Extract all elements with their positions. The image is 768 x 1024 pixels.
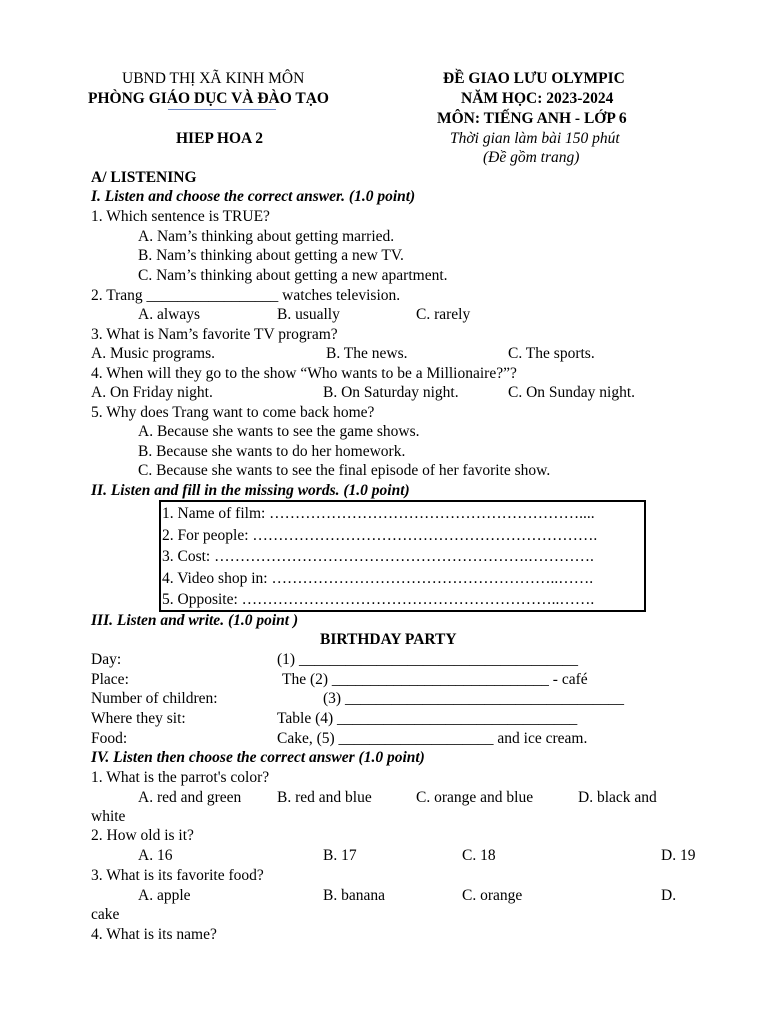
school-year: NĂM HỌC: 2023-2024 — [461, 90, 614, 107]
part4-q3-option-d-cont: cake — [91, 906, 120, 923]
part4-q1-option-c: C. orange and blue — [416, 789, 534, 806]
fill-in-row: 4. Video shop in: ………………………………………………..……. — [162, 570, 594, 587]
part1-q3: 3. What is Nam’s favorite TV program? — [91, 326, 338, 343]
part4-q3-option-c: C. orange — [462, 887, 523, 904]
time-limit: Thời gian làm bài 150 phút — [450, 130, 620, 147]
part4-q1: 1. What is the parrot's color? — [91, 769, 270, 786]
part4-q2-option-b: B. 17 — [323, 847, 357, 864]
fill-in-box — [159, 500, 646, 612]
part1-q4-option-b: B. On Saturday night. — [323, 384, 459, 401]
children-blank: (3) ____________________________________ — [323, 690, 624, 707]
department-name: PHÒNG GIÁO DỤC VÀ ĐÀO TẠO — [88, 90, 329, 107]
part1-q5-option-b: B. Because she wants to do her homework. — [138, 443, 406, 460]
food-label: Food: — [91, 730, 128, 747]
part1-q1: 1. Which sentence is TRUE? — [91, 208, 270, 225]
subject: MÔN: TIẾNG ANH - LỚP 6 — [437, 110, 627, 127]
food-blank: Cake, (5) ____________________ and ice cream. — [277, 730, 588, 747]
part1-q3-option-b: B. The news. — [326, 345, 408, 362]
part1-q5-option-c: C. Because she wants to see the final episode of her favorite show. — [138, 462, 551, 479]
part1-q2-option-b: B. usually — [277, 306, 340, 323]
part1-q5: 5. Why does Trang want to come back home? — [91, 404, 375, 421]
header-rule — [168, 109, 276, 110]
place-label: Place: — [91, 671, 129, 688]
fill-in-row: 5. Opposite: ……………………………………………………..……. — [162, 591, 595, 608]
part4-title: IV. Listen then choose the correct answer (1.0 point) — [91, 749, 425, 766]
part1-q4-option-c: C. On Sunday night. — [508, 384, 636, 401]
school-name: HIEP HOA 2 — [176, 130, 263, 147]
part3-heading: BIRTHDAY PARTY — [320, 631, 457, 648]
exam-title: ĐỀ GIAO LƯU OLYMPIC — [443, 70, 625, 87]
day-blank: (1) ____________________________________ — [277, 651, 578, 668]
part4-q3: 3. What is its favorite food? — [91, 867, 264, 884]
part1-q5-option-a: A. Because she wants to see the game shows. — [138, 423, 420, 440]
part4-q3-option-a: A. apple — [138, 887, 191, 904]
part4-q2-option-c: C. 18 — [462, 847, 496, 864]
place-blank: The (2) ____________________________ - café — [282, 671, 588, 688]
part4-q1-option-d-cont: white — [91, 808, 126, 825]
part4-q1-option-b: B. red and blue — [277, 789, 372, 806]
part4-q2-option-a: A. 16 — [138, 847, 173, 864]
fill-in-row: 2. For people: …………………………………………………………. — [162, 527, 598, 544]
part1-title: I. Listen and choose the correct answer. (1.0 point) — [91, 188, 416, 205]
page-count: (Đề gồm trang) — [483, 149, 580, 166]
part1-q1-option-c: C. Nam’s thinking about getting a new apartment. — [138, 267, 448, 284]
part4-q4: 4. What is its name? — [91, 926, 217, 943]
part4-q1-option-d: D. black and — [578, 789, 657, 806]
section-heading: A/ LISTENING — [91, 169, 197, 186]
part4-q3-option-b: B. banana — [323, 887, 385, 904]
part1-q2: 2. Trang _________________ watches television. — [91, 287, 401, 304]
part1-q3-option-c: C. The sports. — [508, 345, 595, 362]
part1-q1-option-b: B. Nam’s thinking about getting a new TV. — [138, 247, 404, 264]
part1-q4-option-a: A. On Friday night. — [91, 384, 213, 401]
children-label: Number of children: — [91, 690, 218, 707]
part1-q2-option-a: A. always — [138, 306, 200, 323]
part1-q4: 4. When will they go to the show “Who wants to be a Millionaire?”? — [91, 365, 517, 382]
part3-title: III. Listen and write. (1.0 point ) — [91, 612, 299, 629]
fill-in-row: 1. Name of film: …………………………………………………….... — [162, 505, 595, 522]
part1-q3-option-a: A. Music programs. — [91, 345, 215, 362]
part1-q1-option-a: A. Nam’s thinking about getting married. — [138, 228, 395, 245]
part4-q3-option-d: D. — [661, 887, 677, 904]
sit-label: Where they sit: — [91, 710, 186, 727]
part1-q2-option-c: C. rarely — [416, 306, 471, 323]
part2-title: II. Listen and fill in the missing words. (1.0 point) — [91, 482, 410, 499]
fill-in-row: 3. Cost: …………………………………………………….…………. — [162, 548, 594, 565]
authority-name: UBND THỊ XÃ KINH MÔN — [122, 70, 305, 87]
day-label: Day: — [91, 651, 122, 668]
part4-q1-option-a: A. red and green — [138, 789, 242, 806]
part4-q2-option-d: D. 19 — [661, 847, 696, 864]
part4-q2: 2. How old is it? — [91, 827, 194, 844]
sit-blank: Table (4) _______________________________ — [277, 710, 578, 727]
